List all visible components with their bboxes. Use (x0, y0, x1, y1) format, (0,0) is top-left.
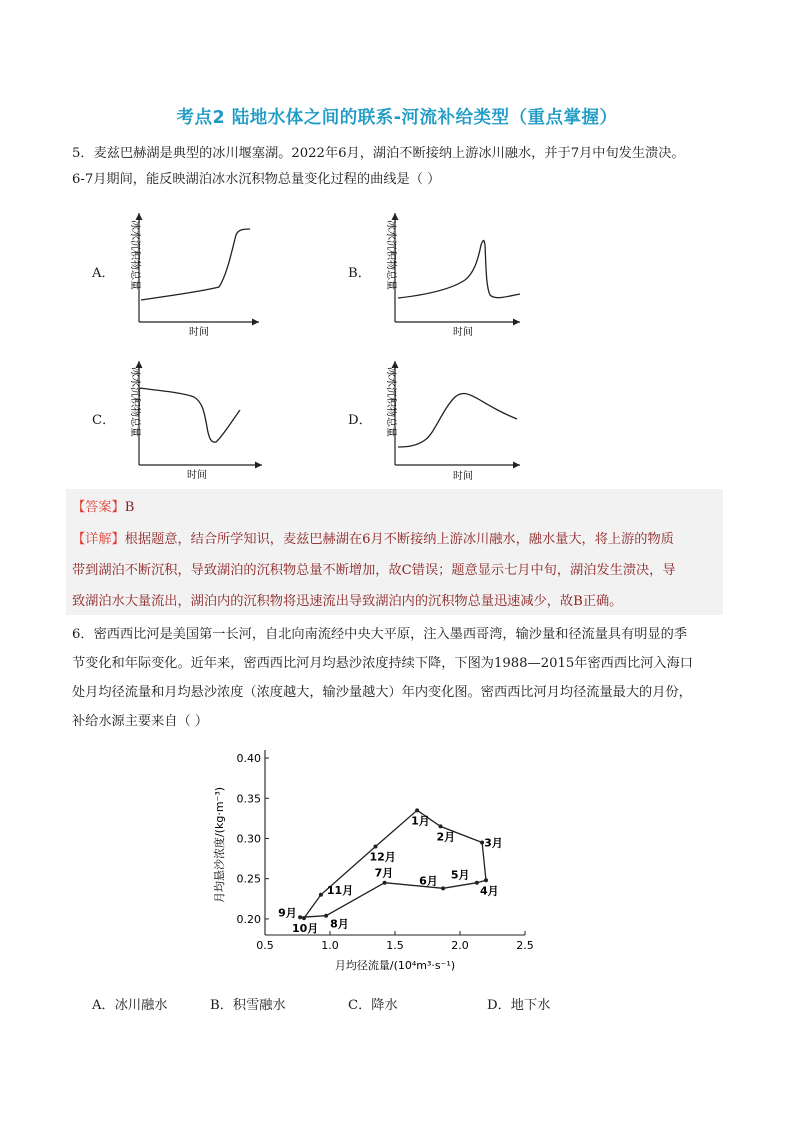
choice-d[interactable]: D．地下水 (487, 998, 551, 1013)
point-label: 12月 (369, 850, 396, 864)
q6-line4: 补给水源主要来自（ ） (72, 714, 209, 729)
choice-b[interactable]: B．积雪融水 (210, 998, 286, 1013)
point-label: 1月 (411, 814, 430, 828)
y-tick-label: 0.30 (236, 832, 261, 846)
monthly-loop-line (300, 810, 486, 918)
x-tick-label: 0.5 (256, 939, 274, 952)
answer-value: B (124, 500, 135, 515)
option-a-chart (114, 205, 274, 340)
point-label: 6月 (419, 874, 438, 888)
curve (398, 393, 517, 447)
point-label: 2月 (436, 830, 456, 844)
y-tick-label: 0.20 (236, 912, 261, 926)
q6-line2: 节变化和年际变化。近年来，密西西比河月均悬沙浓度持续下降，下图为1988—2015年密西西比河入海口 (72, 656, 693, 671)
curve (141, 229, 250, 300)
choice-c[interactable]: C．降水 (348, 998, 398, 1013)
data-point (415, 808, 419, 812)
point-label: 11月 (326, 883, 354, 897)
point-label: 5月 (450, 868, 470, 882)
q6-line1: 6．密西西比河是美国第一长河，自北向南流经中央大平原，注入墨西哥湾，输沙量和径流量具有明显的季 (72, 627, 688, 642)
choice-a[interactable]: A．冰川融水 (92, 998, 168, 1013)
data-point (374, 845, 378, 849)
data-point (484, 878, 488, 882)
data-point (324, 914, 328, 918)
y-axis-label: 冰水沉积物总量 (129, 220, 140, 290)
x-axis-label: 时间 (187, 470, 207, 481)
answer-tag: 【答案】 (72, 500, 125, 515)
section-title: 考点2 陆地水体之间的联系-河流补给类型（重点掌握） (176, 108, 618, 128)
x-tick-label: 2.5 (516, 939, 534, 952)
detail-line-2: 带到湖泊不断沉积，导致湖泊的沉积物总量不断增加，故C错误；题意显示七月中旬，湖泊发生溃决，导 (72, 563, 676, 578)
option-b-chart (370, 205, 530, 340)
option-a-label: A． (92, 266, 115, 281)
option-d-label: D． (348, 413, 372, 428)
data-point (439, 824, 443, 828)
x-tick-label: 1.0 (321, 939, 339, 952)
point-label: 10月 (292, 922, 319, 936)
data-point (475, 881, 479, 885)
x-axis-label: 时间 (453, 471, 473, 482)
q6-text (72, 620, 732, 736)
answer-line (72, 496, 134, 515)
curve (139, 388, 240, 442)
point-label: 4月 (480, 884, 499, 898)
runoff-sediment-chart (205, 745, 545, 977)
option-c-chart (114, 355, 274, 483)
detail-text-1: 根据题意，结合所学知识，麦兹巴赫湖在6月不断接纳上游冰川融水，融水量大，将上游的物质 (124, 532, 674, 547)
q5-line1: 5．麦兹巴赫湖是典型的冰川堰塞湖。2022年6月，湖泊不断接纳上游冰川融水，并于7月中旬发生溃决。 (72, 146, 685, 161)
y-axis-title: 月均悬沙浓度/(kg·m⁻³) (213, 786, 226, 904)
x-axis-label: 时间 (189, 327, 209, 338)
data-point (298, 915, 302, 919)
data-point (441, 886, 445, 890)
point-label: 3月 (484, 836, 503, 850)
data-point (302, 916, 306, 920)
option-b-label: B． (348, 266, 371, 281)
detail-line-3: 致湖泊水大量流出，湖泊内的沉积物将迅速流出导致湖泊内的沉积物总量迅速减少，故B正确。 (72, 594, 623, 609)
point-label: 8月 (330, 917, 349, 931)
x-axis-label: 时间 (453, 327, 473, 338)
q6-line3: 处月均径流量和月均悬沙浓度（浓度越大，输沙量越大）年内变化图。密西西比河月均径流量最大的月份， (72, 685, 692, 700)
y-tick-label: 0.40 (236, 752, 261, 766)
y-axis-label: 冰水沉积物总量 (385, 367, 396, 437)
data-point (383, 881, 387, 885)
detail-tag: 【详解】 (72, 532, 125, 547)
x-tick-label: 1.5 (386, 939, 404, 952)
curve (398, 240, 520, 298)
y-tick-label: 0.25 (236, 872, 261, 886)
y-axis-label: 冰水沉积物总量 (129, 367, 140, 437)
point-label: 7月 (374, 866, 394, 880)
q5-line2: 6-7月期间，能反映湖泊冰水沉积物总量变化过程的曲线是（ ） (72, 172, 441, 187)
point-label: 9月 (278, 906, 297, 920)
data-point (319, 893, 323, 897)
y-tick-label: 0.35 (236, 792, 261, 806)
x-tick-label: 2.0 (451, 939, 469, 952)
x-axis-title: 月均径流量/(10⁴m³·s⁻¹) (334, 959, 456, 972)
option-c-label: C． (92, 413, 116, 428)
q5-text (72, 141, 732, 193)
detail-line-1 (72, 528, 674, 547)
y-axis-label: 冰水沉积物总量 (385, 220, 396, 290)
option-d-chart (370, 355, 530, 485)
